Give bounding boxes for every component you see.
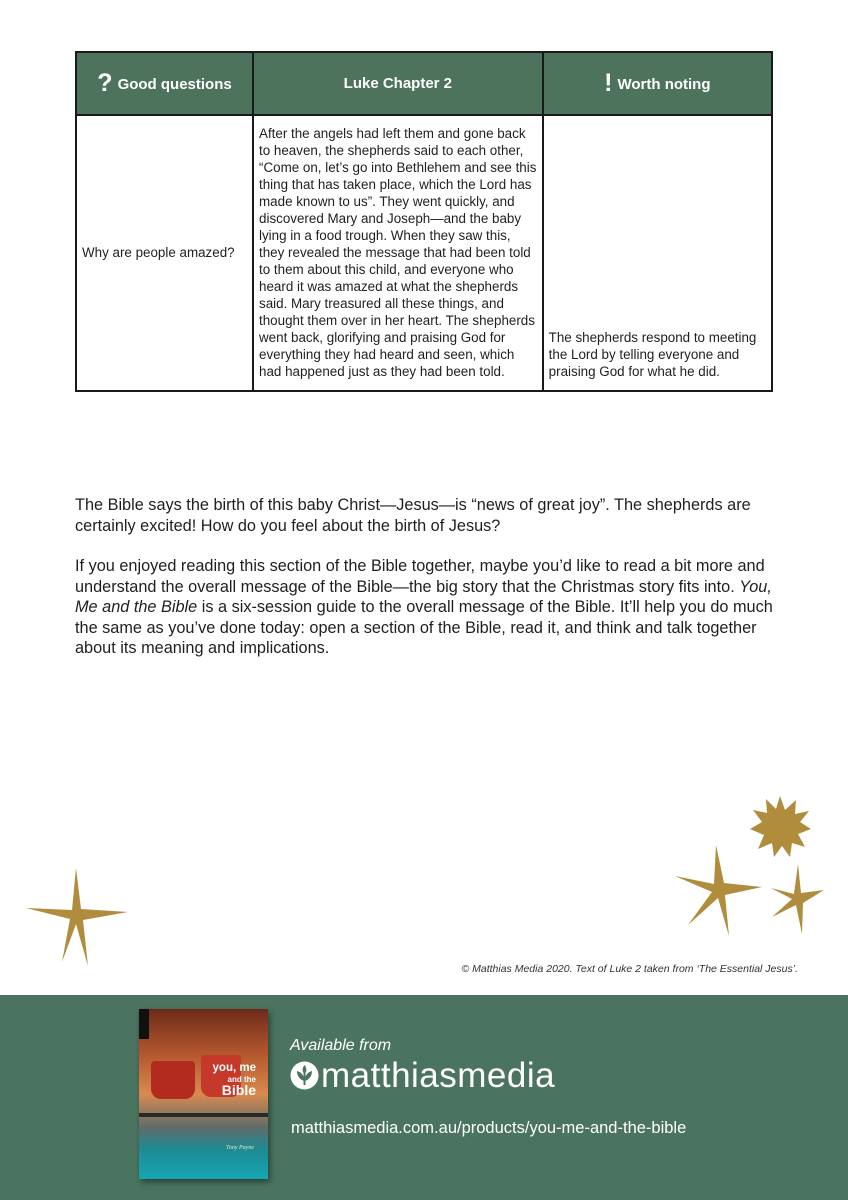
- leaf-circle-icon: [290, 1061, 319, 1090]
- table-row: [76, 115, 772, 391]
- passage-cell: After the angels had left them and gone back to heaven, the shepherds said to each other, “Come on, let’s go into Bethlehem and see this thing that has taken place, which the Lord has made known to us”. They went quickly, and discovered Mary and Joseph—and the baby lying in a food trough. When they saw this, they revealed the message that had been told to them about this child, and everyone who heard it was amazed at what the shepherds said. Mary treasured all these things, and thought them over in her heart. The shepherds went back, glorifying and praising God for everything they had heard and seen, which had happened just as they had been told.: [253, 115, 543, 391]
- copyright-notice: © Matthias Media 2020. Text of Luke 2 taken from ‘The Essential Jesus’.: [461, 963, 798, 975]
- body-text: [75, 495, 775, 679]
- available-from-label: Available from: [290, 1037, 392, 1054]
- publisher-mark: [139, 1009, 149, 1039]
- book-cover-image[interactable]: [139, 1009, 268, 1179]
- paragraph-joy: The Bible says the birth of this baby Christ—Jesus—is “news of great joy”. The shepherds are certainly excited! How do you feel about the birth of Jesus?: [75, 496, 751, 535]
- good-questions-label: Good questions: [117, 76, 232, 93]
- book-cover-title-line: and the: [227, 1075, 256, 1084]
- star-icon: [768, 862, 826, 936]
- table-header-row: [76, 52, 772, 115]
- brand-name: matthiasmedia: [321, 1056, 556, 1095]
- burst-star-icon: [748, 795, 812, 859]
- product-link[interactable]: matthiasmedia.com.au/products/you-me-and-the-bible: [291, 1119, 687, 1137]
- paragraph-rest: is a six-session guide to the overall message of the Bible. It’ll help you do much the same as you’ve done today: open a section of the Bible, read it, and think and talk together about its meaning and implications.: [75, 598, 773, 657]
- worth-noting-header: [543, 52, 772, 115]
- passage-label: Luke Chapter 2: [343, 75, 453, 92]
- book-title-mention: You, Me and the Bible: [75, 577, 772, 616]
- footer-banner: [0, 995, 848, 1200]
- mug-illustration: [151, 1061, 195, 1099]
- worth-noting-label: Worth noting: [617, 76, 711, 93]
- question-mark-icon: ?: [97, 69, 113, 97]
- paragraph-invitation: [75, 556, 775, 659]
- book-cover-title-line: Bible: [221, 1082, 256, 1098]
- note-cell: The shepherds respond to meeting the Lord by telling everyone and praising God for what he did.: [543, 115, 772, 391]
- passage-header: [253, 52, 543, 115]
- bible-study-table: [75, 51, 773, 392]
- book-cover-title-line: you, me: [212, 1062, 256, 1074]
- book-cover-author: Tony Payne: [226, 1145, 254, 1151]
- paragraph-intro: If you enjoyed reading this section of the Bible together, maybe you’d like to read a bit more and understand the overall message of the Bible—the big story that the Christmas story fits into.: [75, 557, 765, 596]
- star-icon: [20, 862, 132, 970]
- exclamation-mark-icon: !: [604, 69, 613, 97]
- book-cover-title: [213, 1063, 256, 1096]
- book-cover-strip: [139, 1113, 268, 1117]
- good-questions-header: [76, 52, 253, 115]
- question-cell: Why are people amazed?: [76, 115, 253, 391]
